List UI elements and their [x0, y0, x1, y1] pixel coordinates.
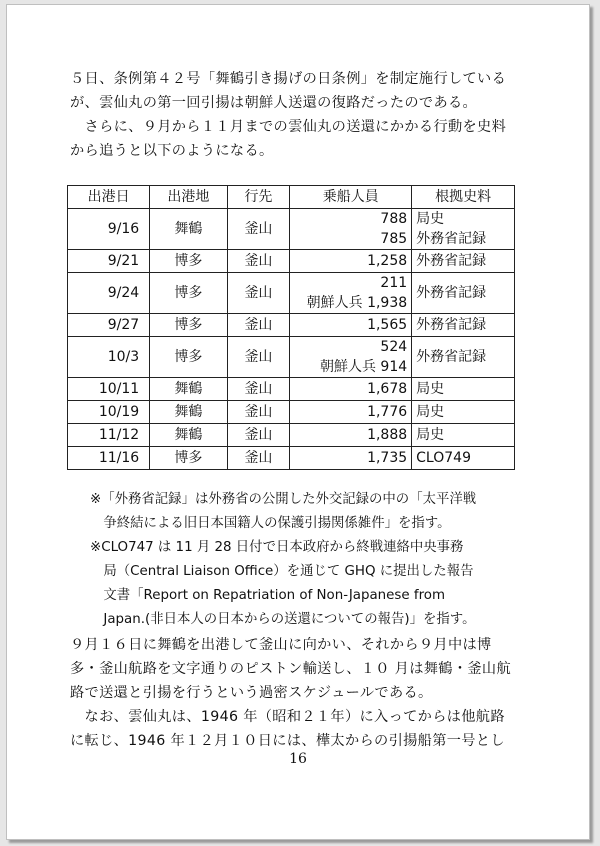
passenger-count: 211: [380, 275, 408, 291]
cell-source: [412, 209, 515, 250]
cell-destination: 釜山: [227, 337, 290, 378]
cell-passengers: [290, 447, 412, 470]
cell-passengers: [290, 314, 412, 337]
source-label: 外務省記録: [416, 285, 487, 301]
cell-passengers: [290, 250, 412, 273]
source-label: 局史: [416, 404, 445, 420]
cell-port: 舞鶴: [150, 209, 227, 250]
cell-destination: 釜山: [227, 273, 290, 314]
cell-destination: 釜山: [227, 209, 290, 250]
passenger-count: 1,735: [367, 450, 408, 466]
cell-source: [412, 424, 515, 447]
cell-port: 舞鶴: [150, 401, 227, 424]
cell-port: 博多: [150, 314, 227, 337]
cell-passengers: [290, 273, 412, 314]
cell-destination: 釜山: [227, 314, 290, 337]
cell-date: 11/16: [68, 447, 150, 470]
cell-source: [412, 337, 515, 378]
cell-destination: 釜山: [227, 447, 290, 470]
voyage-table: [67, 185, 515, 470]
source-label: 局史: [416, 211, 445, 227]
table-row: [68, 250, 515, 273]
cell-source: [412, 250, 515, 273]
passenger-count: 1,565: [367, 317, 408, 333]
passenger-count: 朝鮮人兵 1,938: [306, 295, 408, 311]
table-row: [68, 337, 515, 378]
passenger-count: 785: [380, 231, 408, 247]
cell-date: 11/12: [68, 424, 150, 447]
cell-source: [412, 447, 515, 470]
passenger-count: 1,258: [367, 253, 408, 269]
table-row: [68, 447, 515, 470]
footnotes: ※「外務省記録」は外務省の公開した外交記録の中の「太平洋戦 争終結による旧日本国籍人の保護引揚関係雑件」を指す。 ※CLO747 は 11 月 28 日付で日本政府から終戦連絡中央事務 局（Central Liaison Office）を通じて GHQ に提出した報告 文書「Report on Repatriation of Non-Japanese from Japan.(非日本人の日本からの送還についての報告)」を指す。: [90, 492, 477, 627]
source-label: CLO749: [416, 450, 471, 466]
passenger-count: 1,776: [367, 404, 408, 420]
table-row: [68, 424, 515, 447]
page-number: 16: [289, 751, 307, 767]
passenger-count: 朝鮮人兵 914: [319, 359, 408, 375]
source-label: 外務省記録: [416, 231, 487, 247]
cell-date: 10/19: [68, 401, 150, 424]
passenger-count: 1,888: [367, 427, 408, 443]
header-port: 出港地: [150, 186, 227, 209]
cell-date: 9/21: [68, 250, 150, 273]
header-date: 出港日: [68, 186, 150, 209]
table-row: [68, 314, 515, 337]
table-header-row: [68, 186, 515, 209]
source-label: 外務省記録: [416, 349, 487, 365]
cell-passengers: [290, 209, 412, 250]
cell-date: 10/3: [68, 337, 150, 378]
cell-source: [412, 378, 515, 401]
source-label: 局史: [416, 427, 445, 443]
table-row: [68, 209, 515, 250]
cell-passengers: [290, 337, 412, 378]
passenger-count: 1,678: [367, 381, 408, 397]
cell-destination: 釜山: [227, 401, 290, 424]
document-page: [6, 4, 590, 840]
body-paragraph-bottom: ９月１６日に舞鶴を出港して釜山に向かい、それから９月中は博 多・釜山航路を文字通りのピストン輸送し、１０ 月は舞鶴・釜山航 路で送還と引揚を行うという過密スケジュールである。 なお、雲仙丸は、1946 年（昭和２１年）に入ってからは他航路 に転じ、1946 年１２月１０日には、樺太からの引揚船第一号とし: [70, 637, 511, 749]
cell-destination: 釜山: [227, 378, 290, 401]
cell-passengers: [290, 424, 412, 447]
cell-date: 10/11: [68, 378, 150, 401]
cell-date: 9/27: [68, 314, 150, 337]
cell-port: 博多: [150, 273, 227, 314]
source-label: 外務省記録: [416, 253, 487, 269]
cell-date: 9/24: [68, 273, 150, 314]
body-paragraph-top: ５日、条例第４２号「舞鶴引き揚げの日条例」を制定施行している が、雲仙丸の第一回引揚は朝鮮人送還の復路だったのである。 さらに、９月から１１月までの雲仙丸の送還にかかる行動を史料 から追うと以下のようになる。: [70, 71, 507, 159]
cell-date: 9/16: [68, 209, 150, 250]
source-label: 外務省記録: [416, 317, 487, 333]
cell-port: 博多: [150, 447, 227, 470]
cell-source: [412, 314, 515, 337]
cell-port: 博多: [150, 337, 227, 378]
header-source: 根拠史料: [412, 186, 515, 209]
table-row: [68, 273, 515, 314]
cell-destination: 釜山: [227, 424, 290, 447]
cell-port: 博多: [150, 250, 227, 273]
cell-port: 舞鶴: [150, 424, 227, 447]
cell-source: [412, 401, 515, 424]
source-label: 局史: [416, 381, 445, 397]
cell-port: 舞鶴: [150, 378, 227, 401]
table-row: [68, 401, 515, 424]
cell-passengers: [290, 401, 412, 424]
header-passengers: 乗船人員: [290, 186, 412, 209]
table-row: [68, 378, 515, 401]
cell-passengers: [290, 378, 412, 401]
header-destination: 行先: [227, 186, 290, 209]
table-body: [68, 209, 515, 470]
cell-destination: 釜山: [227, 250, 290, 273]
cell-source: [412, 273, 515, 314]
passenger-count: 788: [380, 211, 408, 227]
passenger-count: 524: [380, 339, 408, 355]
